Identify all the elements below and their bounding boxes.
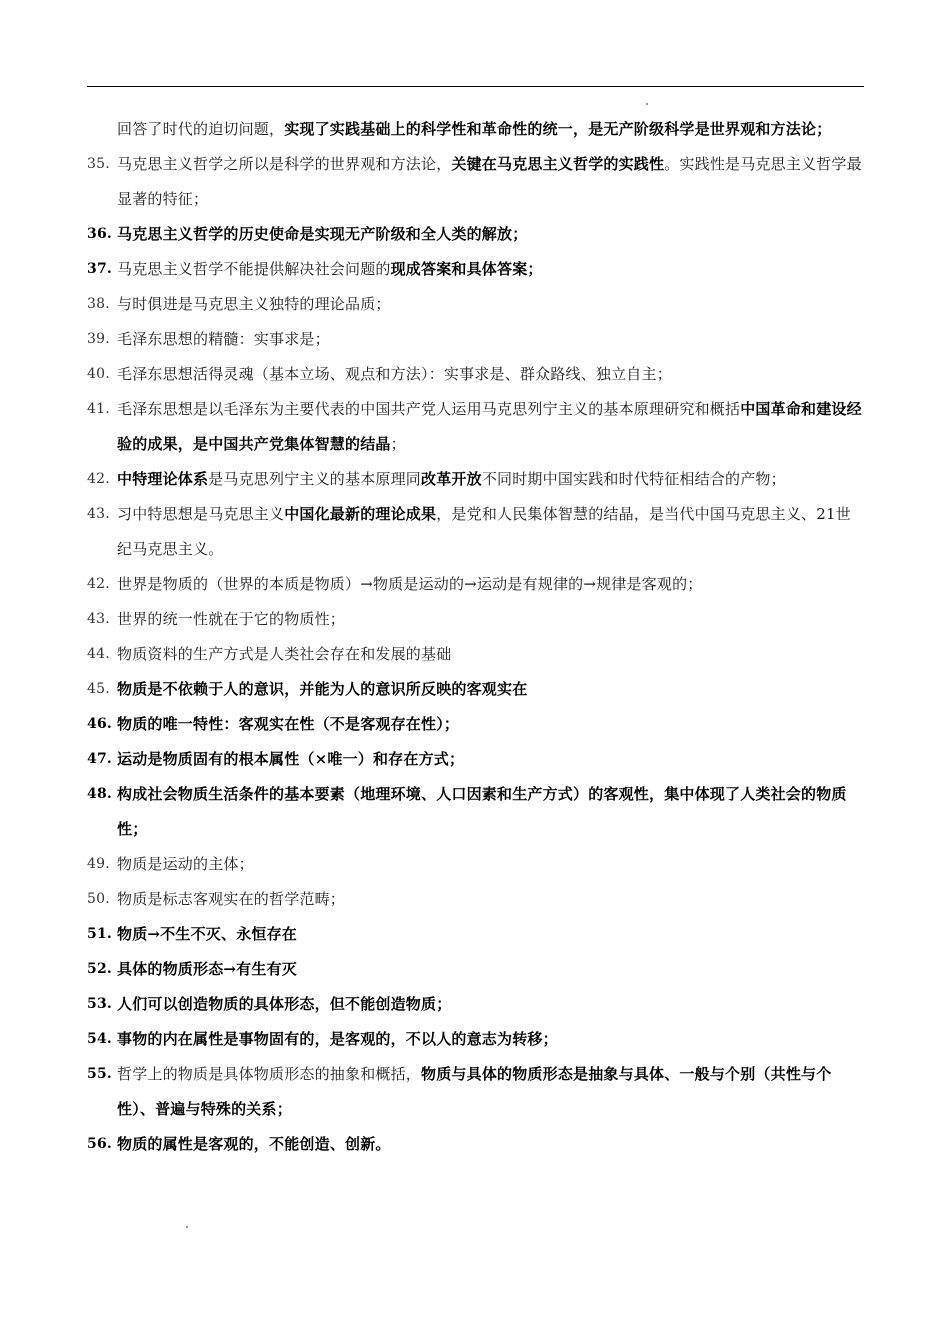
item-text: 毛泽东思想活得灵魂（基本立场、观点和方法）：实事求是、群众路线、独立自主； — [117, 365, 672, 383]
item-text-bold: 物质的唯一特性：客观实在性（不是客观存在性）； — [117, 715, 460, 733]
header-rule — [87, 86, 864, 87]
item-number: 54. — [87, 1031, 112, 1047]
item-number: 43. — [87, 506, 110, 522]
list-item — [87, 462, 865, 497]
list-item — [87, 287, 865, 322]
item-number: 38. — [87, 296, 110, 312]
item-number: 43. — [87, 611, 110, 627]
list-item — [87, 392, 865, 462]
list-item — [87, 742, 865, 777]
item-text-bold: 事物的内在属性是事物固有的，是客观的，不以人的意志为转移； — [117, 1030, 558, 1048]
list-item — [87, 322, 865, 357]
item-number: 52. — [87, 961, 112, 977]
scan-speck — [646, 103, 648, 105]
item-number: 42. — [87, 471, 110, 487]
list-item — [87, 847, 865, 882]
list-item — [87, 147, 865, 217]
item-number: 40. — [87, 366, 110, 382]
item-text-bold: 现成答案和具体答案； — [390, 260, 543, 278]
item-number: 36. — [87, 226, 112, 242]
item-text: 是马克思列宁主义的基本原理同 — [208, 470, 422, 488]
list-item — [87, 637, 865, 672]
list-item — [87, 882, 865, 917]
item-text: 哲学上的物质是具体物质形态的抽象和概括， — [117, 1065, 422, 1083]
item-number: 37. — [87, 261, 112, 277]
item-text-bold: 中国化最新的理论成果 — [284, 505, 437, 523]
item-number: 56. — [87, 1136, 112, 1152]
list-item — [87, 357, 865, 392]
item-text: 马克思主义哲学之所以是科学的世界观和方法论， — [117, 155, 452, 173]
list-item — [87, 1127, 865, 1162]
item-text: 与时俱进是马克思主义独特的理论品质； — [117, 295, 391, 313]
item-number: 44. — [87, 646, 110, 662]
item-number: 48. — [87, 786, 112, 802]
list-item — [87, 952, 865, 987]
item-list — [87, 112, 865, 1162]
item-text-bold: 人们可以创造物质的具体形态，但不能创造物质； — [117, 995, 452, 1013]
item-text: 毛泽东思想是以毛泽东为主要代表的中国共产党人运用马克思列宁主义的基本原理研究和概括 — [117, 400, 741, 418]
item-number: 47. — [87, 751, 112, 767]
item-text-bold: 不能创造、创新。 — [269, 1135, 391, 1153]
list-item — [87, 1057, 865, 1127]
item-text: ，是党和人民集体智慧的结晶，是当代中国马克思主义、21世纪马克思主义。 — [117, 505, 851, 558]
list-item — [87, 252, 865, 287]
list-item — [87, 777, 865, 847]
item-text: 毛泽东思想的精髓：实事求是； — [117, 330, 330, 348]
item-text: 不同时期中国实践和时代特征相结合的产物； — [481, 470, 786, 488]
scan-speck — [186, 1226, 188, 1228]
item-text-bold: 改革开放 — [421, 470, 482, 488]
item-text-bold: 物质与具体的物质形态是抽象与具体、一般与个别（共性与个性）、普遍与特殊的关系； — [117, 1065, 832, 1118]
item-text: 回答了时代的迫切问题， — [117, 120, 285, 138]
item-text-bold: 具体的物质形态→有生有灭 — [117, 960, 297, 978]
item-text-bold: 构成社会物质生活条件的基本要素（地理环境、人口因素和生产方式）的客观性，集中体现了人类社会的物质性； — [117, 785, 847, 838]
item-text: 。实践性是马克思主义哲学最显著的特征； — [117, 155, 862, 208]
list-item — [87, 917, 865, 952]
item-text-bold: 实现了实践基础上的科学性和革命性的统一，是无产阶级科学是世界观和方法论； — [284, 120, 832, 138]
item-text: 物质是标志客观实在的哲学范畴； — [117, 890, 346, 908]
item-text-bold: 关键在马克思主义哲学的实践性 — [451, 155, 665, 173]
list-item — [87, 112, 865, 147]
list-item — [87, 217, 865, 252]
item-text-bold: 物质→不生不灭、永恒存在 — [117, 925, 297, 943]
list-item — [87, 672, 865, 707]
item-text-bold: 物质的属性是客观的， — [117, 1135, 270, 1153]
item-text-bold: 马克思主义哲学的历史使命是实现无产阶级和全人类的解放； — [117, 225, 528, 243]
item-text: 世界是物质的（世界的本质是物质）→物质是运动的→运动是有规律的→规律是客观的； — [117, 575, 703, 593]
item-number: 39. — [87, 331, 110, 347]
list-item — [87, 602, 865, 637]
item-text-bold: 中国革命和建设经验的成果，是中国共产党集体智慧的结晶 — [117, 400, 862, 453]
list-item — [87, 987, 865, 1022]
item-text: 物质资料的生产方式是人类社会存在和发展的基础 — [117, 645, 452, 663]
list-item — [87, 497, 865, 567]
item-text: 马克思主义哲学不能提供解决社会问题的 — [117, 260, 391, 278]
item-text: 世界的统一性就在于它的物质性； — [117, 610, 346, 628]
item-number: 49. — [87, 856, 110, 872]
item-number: 41. — [87, 401, 110, 417]
item-number: 50. — [87, 891, 110, 907]
item-number: 53. — [87, 996, 112, 1012]
item-text: 物质是运动的主体； — [117, 855, 254, 873]
list-item — [87, 707, 865, 742]
item-text-bold: 运动是物质固有的根本属性（×唯一）和存在方式； — [117, 750, 465, 768]
item-text-bold: 中特理论体系 — [117, 470, 209, 488]
item-number: 45. — [87, 681, 110, 697]
item-number: 42. — [87, 576, 110, 592]
item-number: 55. — [87, 1066, 112, 1082]
item-text-bold: 物质是不依赖于人的意识，并能为人的意识所反映的客观实在 — [117, 680, 528, 698]
list-item — [87, 567, 865, 602]
item-text: ； — [390, 435, 406, 453]
item-number: 35. — [87, 156, 110, 172]
item-text: 习中特思想是马克思主义 — [117, 505, 285, 523]
list-item — [87, 1022, 865, 1057]
item-number: 46. — [87, 716, 112, 732]
item-number: 51. — [87, 926, 112, 942]
